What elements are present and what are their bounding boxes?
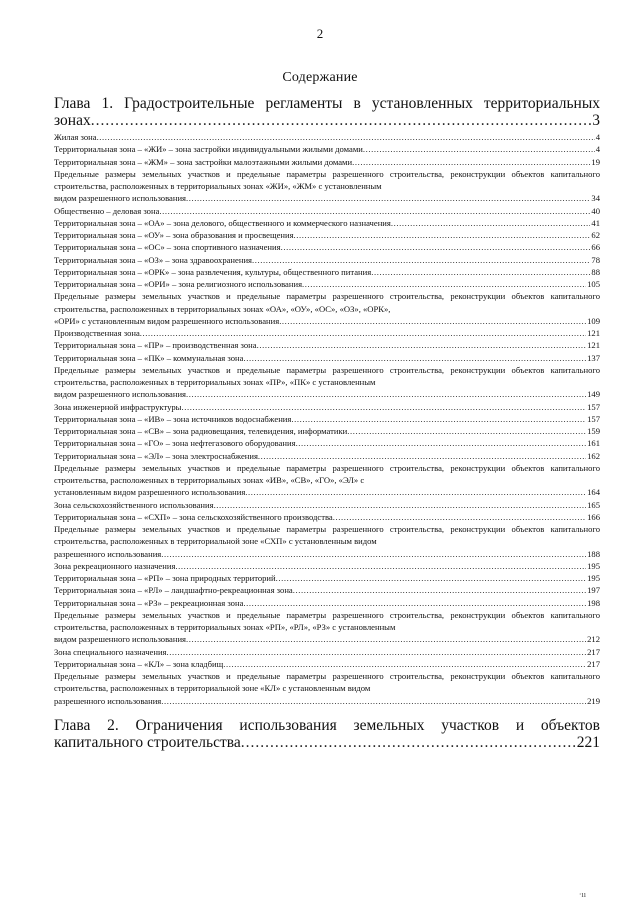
dot-leader [214,499,587,511]
toc-entry-title: Территориальная зона – «ГО» – зона нефтегазового оборудования [54,438,296,449]
dot-leader [186,633,586,645]
toc-entry-title: Территориальная зона – «РЛ» – ландшафтно-рекреационная зона [54,585,293,596]
toc-entry-line [54,499,600,511]
dot-leader [175,560,586,572]
toc-entry-title: Территориальная зона – «ПР» – производственная зона [54,340,257,351]
toc-entry-page-number: 40 [591,205,600,216]
toc-entry-title: Производственная зона [54,328,140,338]
toc-entry-page-number: 198 [587,597,600,608]
toc-entry[interactable] [54,364,600,401]
toc-entry-line [54,572,600,584]
toc-entry-page-number: 19 [591,156,600,167]
toc-entry-title: Зона сельскохозяйственного использования [54,499,214,510]
toc-entry[interactable] [54,229,600,241]
toc-chapter[interactable] [54,95,600,129]
dot-leader [91,112,592,129]
toc-entry-text: Предельные размеры земельных участков и предельные параметры разрешенного строительства, реконструкции объектов капитального строительства, расположенных в территориальных зонах «ПР», «ПК» с установленным [54,364,600,387]
toc-entry-title: Территориальная зона – «ОЗ» – зона здравоохранения [54,254,252,265]
toc-entry-page-number: 62 [591,230,600,240]
toc-entry[interactable] [54,462,600,499]
toc-entry-page-number: 149 [587,389,600,400]
toc-entry-title: разрешенного использования [54,695,162,706]
toc-entry-page-number: 217 [587,646,600,657]
dot-leader [167,646,587,658]
toc-entry[interactable] [54,327,600,339]
toc-entry-page-number: 162 [587,450,600,461]
toc-entry-page-number: 4 [595,132,600,142]
toc-entry-title: Территориальная зона – «СХП» – зона сельскохозяйственного производства [54,511,333,522]
dot-leader [257,339,587,351]
toc-entry-page-number: 195 [587,560,600,571]
toc-entry[interactable] [54,254,600,266]
toc-entry-line [54,229,600,241]
toc-entry-text: Предельные размеры земельных участков и предельные параметры разрешенного строительства, реконструкции объектов капитального строительства, расположенных в территориальных зонах «ИВ», «СВ», «ГО», «ЭЛ» с [54,462,600,485]
toc-entry-title: Территориальная зона – «РП» – зона природных территорий [54,573,276,583]
toc-entry-page-number: 4 [595,144,600,155]
chapter-page-number: 221 [576,733,600,751]
toc-entry-page-number: 164 [587,487,600,498]
toc-entry[interactable] [54,413,600,425]
scan-mark: ·ıı [578,890,586,899]
table-of-contents [54,95,600,751]
toc-entry-line [54,143,600,155]
toc-entry[interactable] [54,156,600,168]
toc-entry-title: Территориальная зона – «ОУ» – зона образования и просвещения [54,230,294,240]
toc-entry[interactable] [54,290,600,327]
chapter-title: зонах [54,112,91,129]
toc-entry[interactable] [54,131,600,143]
toc-entry-line [54,597,600,609]
dot-leader [97,131,595,143]
toc-entry-text: Предельные размеры земельных участков и предельные параметры разрешенного строительства, реконструкции объектов капитального строительства, расположенных в территориальных зонах «ОА», «ОУ», «ОС», «ОЗ», «ОРК», [54,291,600,314]
toc-entry-page-number: 161 [587,438,600,449]
toc-entry[interactable] [54,217,600,229]
toc-entry[interactable] [54,266,600,278]
toc-entry-line [54,266,600,278]
toc-entry-line [54,156,600,168]
chapter-title: капитального строительства [54,733,241,751]
toc-entry-title: Зона инженерной инфраструктуры [54,401,182,412]
toc-entry-page-number: 165 [587,499,600,510]
dot-leader [347,425,586,437]
toc-entry-page-number: 121 [587,328,600,338]
toc-entry-title: Зона специального назначения [54,646,167,657]
toc-entry[interactable] [54,168,600,205]
toc-entry-line [54,241,600,253]
dot-leader [391,217,591,229]
toc-entry-line [54,401,600,413]
toc-entry[interactable] [54,670,600,707]
toc-entry-page-number: 41 [591,217,600,228]
toc-entry-title: Жилая зона [54,132,97,142]
toc-entry-title: Территориальная зона – «ЖМ» – зона застройки малоэтажными жилыми домами [54,156,353,167]
toc-entry[interactable] [54,339,600,351]
dot-leader [241,734,576,751]
chapter-heading: Глава 2. Ограничения использования земельных участков и объектов [54,716,600,734]
toc-entry-text: Предельные размеры земельных участков и предельные параметры разрешенного строительства, реконструкции объектов капитального строительства, расположенных в территориальных зонах «РП», «РЛ», «РЗ» с установленным [54,609,600,632]
toc-entry-line [54,217,600,229]
page-title: Содержание [282,70,358,85]
toc-entry-page-number: 217 [587,658,600,669]
toc-entry-title: Зона рекреационного назначения [54,560,176,571]
toc-entry-page-number: 157 [587,401,600,412]
toc-entry-line [54,646,600,658]
dot-leader [302,278,586,290]
toc-entry-page-number: 219 [587,695,600,706]
toc-entry[interactable] [54,609,600,646]
dot-leader [243,352,586,364]
dot-leader [161,548,586,560]
toc-entry[interactable] [54,511,600,523]
toc-entry[interactable] [54,560,600,572]
toc-entry-line [54,192,600,204]
toc-entry-page-number: 197 [587,585,600,596]
dot-leader [245,486,586,498]
dot-leader [181,401,586,413]
toc-entry-line [54,486,600,498]
dot-leader [294,229,591,241]
toc-entry-line [54,658,600,670]
toc-entry-line [54,388,600,400]
dot-leader [281,241,591,253]
toc-entry-line [54,352,600,364]
toc-entry-page-number: 166 [587,511,600,522]
toc-entry-line [54,584,600,596]
toc-entry-line [54,327,600,339]
toc-entry-page-number: 188 [587,548,600,559]
dot-leader [276,572,586,584]
toc-entry-title: Территориальная зона – «ОРК» – зона развлечения, культуры, общественного питания [54,266,372,277]
toc-entry-line [54,560,600,572]
toc-entry-page-number: 159 [587,426,600,436]
toc-entry-page-number: 157 [587,413,600,424]
toc-entry[interactable] [54,241,600,253]
toc-entry-text: Предельные размеры земельных участков и предельные параметры разрешенного строительства, реконструкции объектов капитального строительства, расположенных в территориальной зоне «СХП» с установленным видом [54,524,600,547]
dot-leader [159,205,590,217]
dot-leader [333,511,586,523]
toc-entry-title: Территориальная зона – «ОРИ» – зона религиозного использования [54,279,303,289]
toc-entry-line [54,339,600,351]
toc-entry-page-number: 66 [591,242,600,253]
toc-entry-title: Территориальная зона – «ПК» – коммунальная зона [54,352,244,363]
toc-entry-title: Территориальная зона – «КЛ» – зона кладбищ [54,658,224,669]
dot-leader [252,254,590,266]
toc-entry-line [54,315,600,327]
toc-entry-title: Территориальная зона – «ИВ» – зона источников водоснабжения [54,413,292,424]
toc-entry-title: видом разрешенного использования [54,389,187,400]
toc-entry-line [54,425,600,437]
toc-entry-title: Территориальная зона – «РЗ» – рекреационная зона [54,597,244,608]
toc-entry-page-number: 121 [587,340,600,351]
toc-entry[interactable] [54,450,600,462]
toc-entry-page-number: 212 [587,634,600,645]
dot-leader [293,584,586,596]
toc-entry-text: Предельные размеры земельных участков и предельные параметры разрешенного строительства, реконструкции объектов капитального строительства, расположенных в территориальной зоне «КЛ» с установленным видом [54,671,600,694]
dot-leader [223,658,586,670]
toc-entry-page-number: 88 [591,266,600,277]
dot-leader [258,450,586,462]
toc-entry[interactable] [54,572,600,584]
toc-entry[interactable] [54,584,600,596]
toc-entry-title: установленным видом разрешенного использования [54,487,246,498]
chapter-line [54,112,600,129]
toc-entry-title: разрешенного использования [54,548,162,559]
toc-entry-line [54,695,600,707]
toc-entry[interactable] [54,352,600,364]
toc-entry-title: Общественно – деловая зона [54,205,160,216]
toc-entry[interactable] [54,401,600,413]
toc-entry[interactable] [54,646,600,658]
dot-leader [279,315,586,327]
dot-leader [186,388,586,400]
dot-leader [371,266,590,278]
dot-leader [243,597,586,609]
toc-entry-title: Территориальная зона – «ЖИ» – зона застройки индивидуальными жилыми домами [54,144,363,155]
toc-entry-title: видом разрешенного использования [54,193,187,204]
toc-entry-title: Территориальная зона – «ОА» – зона делового, общественного и коммерческого назначения [54,217,391,228]
toc-entry-page-number: 105 [587,279,600,289]
toc-entry-title: «ОРИ» с установленным видом разрешенного использования [54,315,280,326]
toc-entry-page-number: 109 [587,315,600,326]
toc-entry-text: Предельные размеры земельных участков и предельные параметры разрешенного строительства, реконструкции объектов капитального строительства, расположенных в территориальных зонах «ЖИ», «ЖМ» с установленным [54,168,600,191]
toc-entry-title: Территориальная зона – «ЭЛ» – зона электроснабжения [54,450,258,461]
toc-entry-line [54,413,600,425]
toc-entry[interactable] [54,658,600,670]
toc-chapter[interactable] [54,717,600,751]
dot-leader [352,156,590,168]
toc-entry-title: Территориальная зона – «СВ» – зона радиовещания, телевидения, информатики [54,426,348,436]
toc-entry-line [54,437,600,449]
dot-leader [140,327,586,339]
toc-entry[interactable] [54,499,600,511]
toc-entry-line [54,548,600,560]
toc-entry-page-number: 195 [587,573,600,583]
dot-leader [161,695,586,707]
toc-entry-page-number: 137 [587,352,600,363]
toc-entry[interactable] [54,425,600,437]
toc-entry[interactable] [54,278,600,290]
toc-entry-line [54,511,600,523]
toc-entry-line [54,278,600,290]
toc-entry-line [54,450,600,462]
toc-entry-line [54,633,600,645]
dot-leader [186,192,590,204]
toc-entry-line [54,131,600,143]
chapter-page-number: 3 [592,112,600,129]
toc-entry-title: видом разрешенного использования [54,634,187,645]
toc-entry[interactable] [54,205,600,217]
chapter-heading: Глава 1. Градостроительные регламенты в установленных территориальных [54,95,600,112]
page-number: 2 [316,26,324,41]
toc-entry[interactable] [54,143,600,155]
toc-entry-page-number: 34 [591,193,600,204]
toc-entry[interactable] [54,437,600,449]
toc-entry-title: Территориальная зона – «ОС» – зона спортивного назначения [54,242,281,253]
chapter-line [54,734,600,751]
dot-leader [363,143,595,155]
toc-entry-page-number: 78 [591,254,600,265]
toc-entry-line [54,205,600,217]
toc-entry[interactable] [54,523,600,560]
dot-leader [291,413,586,425]
dot-leader [296,437,587,449]
toc-entry[interactable] [54,597,600,609]
toc-entry-line [54,254,600,266]
